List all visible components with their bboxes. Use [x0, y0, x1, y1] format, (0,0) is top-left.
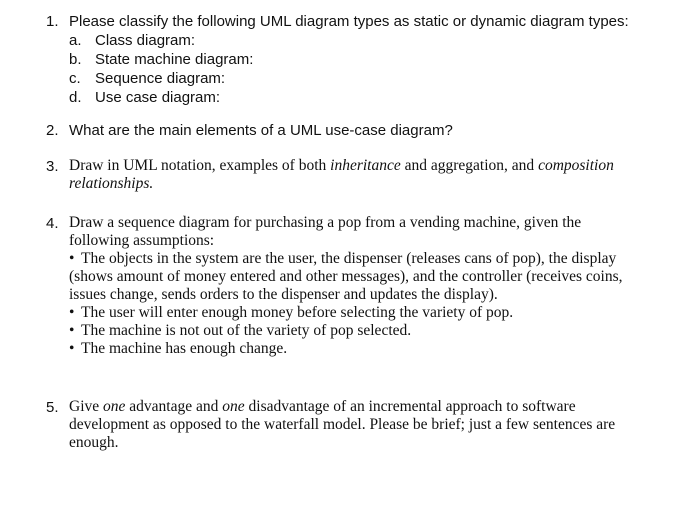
- bullet-item: [69, 250, 669, 268]
- question-text: What are the main elements of a UML use-case diagram?: [69, 122, 453, 139]
- bullet-text-line: issues change, sends orders to the dispenser and updates the display).: [69, 286, 498, 303]
- emphasis-text: inheritance: [330, 157, 401, 174]
- text-run: Give: [69, 398, 104, 415]
- bullet-text: The user will enter enough money before selecting the variety of pop.: [81, 304, 514, 321]
- question-text: [69, 157, 669, 175]
- text-run: and aggregation, and: [400, 157, 539, 174]
- sub-item-letter: a.: [69, 32, 82, 49]
- question-text-line: following assumptions:: [69, 232, 215, 249]
- text-run: disadvantage of an incremental approach to software: [244, 398, 576, 415]
- bullet-icon: •: [69, 322, 75, 339]
- sub-item-letter: c.: [69, 70, 81, 87]
- question-number: 5.: [46, 399, 59, 416]
- bullet-text-line: (shows amount of money entered and other messages), and the controller (receives coins,: [69, 268, 623, 285]
- emphasis-text: one: [222, 398, 245, 415]
- question-text-line: development as opposed to the waterfall model. Please be brief; just a few sentences are: [69, 416, 616, 433]
- sub-item: [69, 88, 669, 107]
- question-number: 4.: [46, 215, 59, 232]
- bullet-icon: •: [69, 250, 75, 267]
- text-run: advantage and: [125, 398, 223, 415]
- emphasis-text: composition: [538, 157, 614, 174]
- question-text: Please classify the following UML diagram types as static or dynamic diagram types:: [69, 13, 629, 30]
- sub-item: [69, 31, 669, 50]
- question-number: 1.: [46, 13, 59, 30]
- question-number: 2.: [46, 122, 59, 139]
- bullet-icon: •: [69, 340, 75, 357]
- emphasis-text: one: [103, 398, 126, 415]
- question-text-line: enough.: [69, 434, 119, 451]
- bullet-item: [69, 322, 669, 340]
- sub-item-letter: d.: [69, 89, 82, 106]
- sub-item-letter: b.: [69, 51, 82, 68]
- bullet-item: [69, 304, 669, 322]
- sub-item-text: Use case diagram:: [95, 89, 221, 106]
- question-text: [69, 398, 669, 416]
- question-text: Draw a sequence diagram for purchasing a pop from a vending machine, given the: [69, 214, 582, 231]
- bullet-text: The machine has enough change.: [81, 340, 288, 357]
- bullet-text: The machine is not out of the variety of pop selected.: [81, 322, 412, 339]
- question-text-line: [69, 175, 669, 193]
- emphasis-text: relationships.: [69, 175, 154, 192]
- sub-item: [69, 69, 669, 88]
- text-run: Draw in UML notation, examples of both: [69, 157, 331, 174]
- sub-item: [69, 50, 669, 69]
- bullet-icon: •: [69, 304, 75, 321]
- bullet-item: [69, 340, 669, 358]
- sub-item-text: Class diagram:: [95, 32, 196, 49]
- sub-item-text: State machine diagram:: [95, 51, 254, 68]
- sub-item-text: Sequence diagram:: [95, 70, 226, 87]
- question-number: 3.: [46, 158, 59, 175]
- bullet-text: The objects in the system are the user, the dispenser (releases cans of pop), the display: [81, 250, 617, 267]
